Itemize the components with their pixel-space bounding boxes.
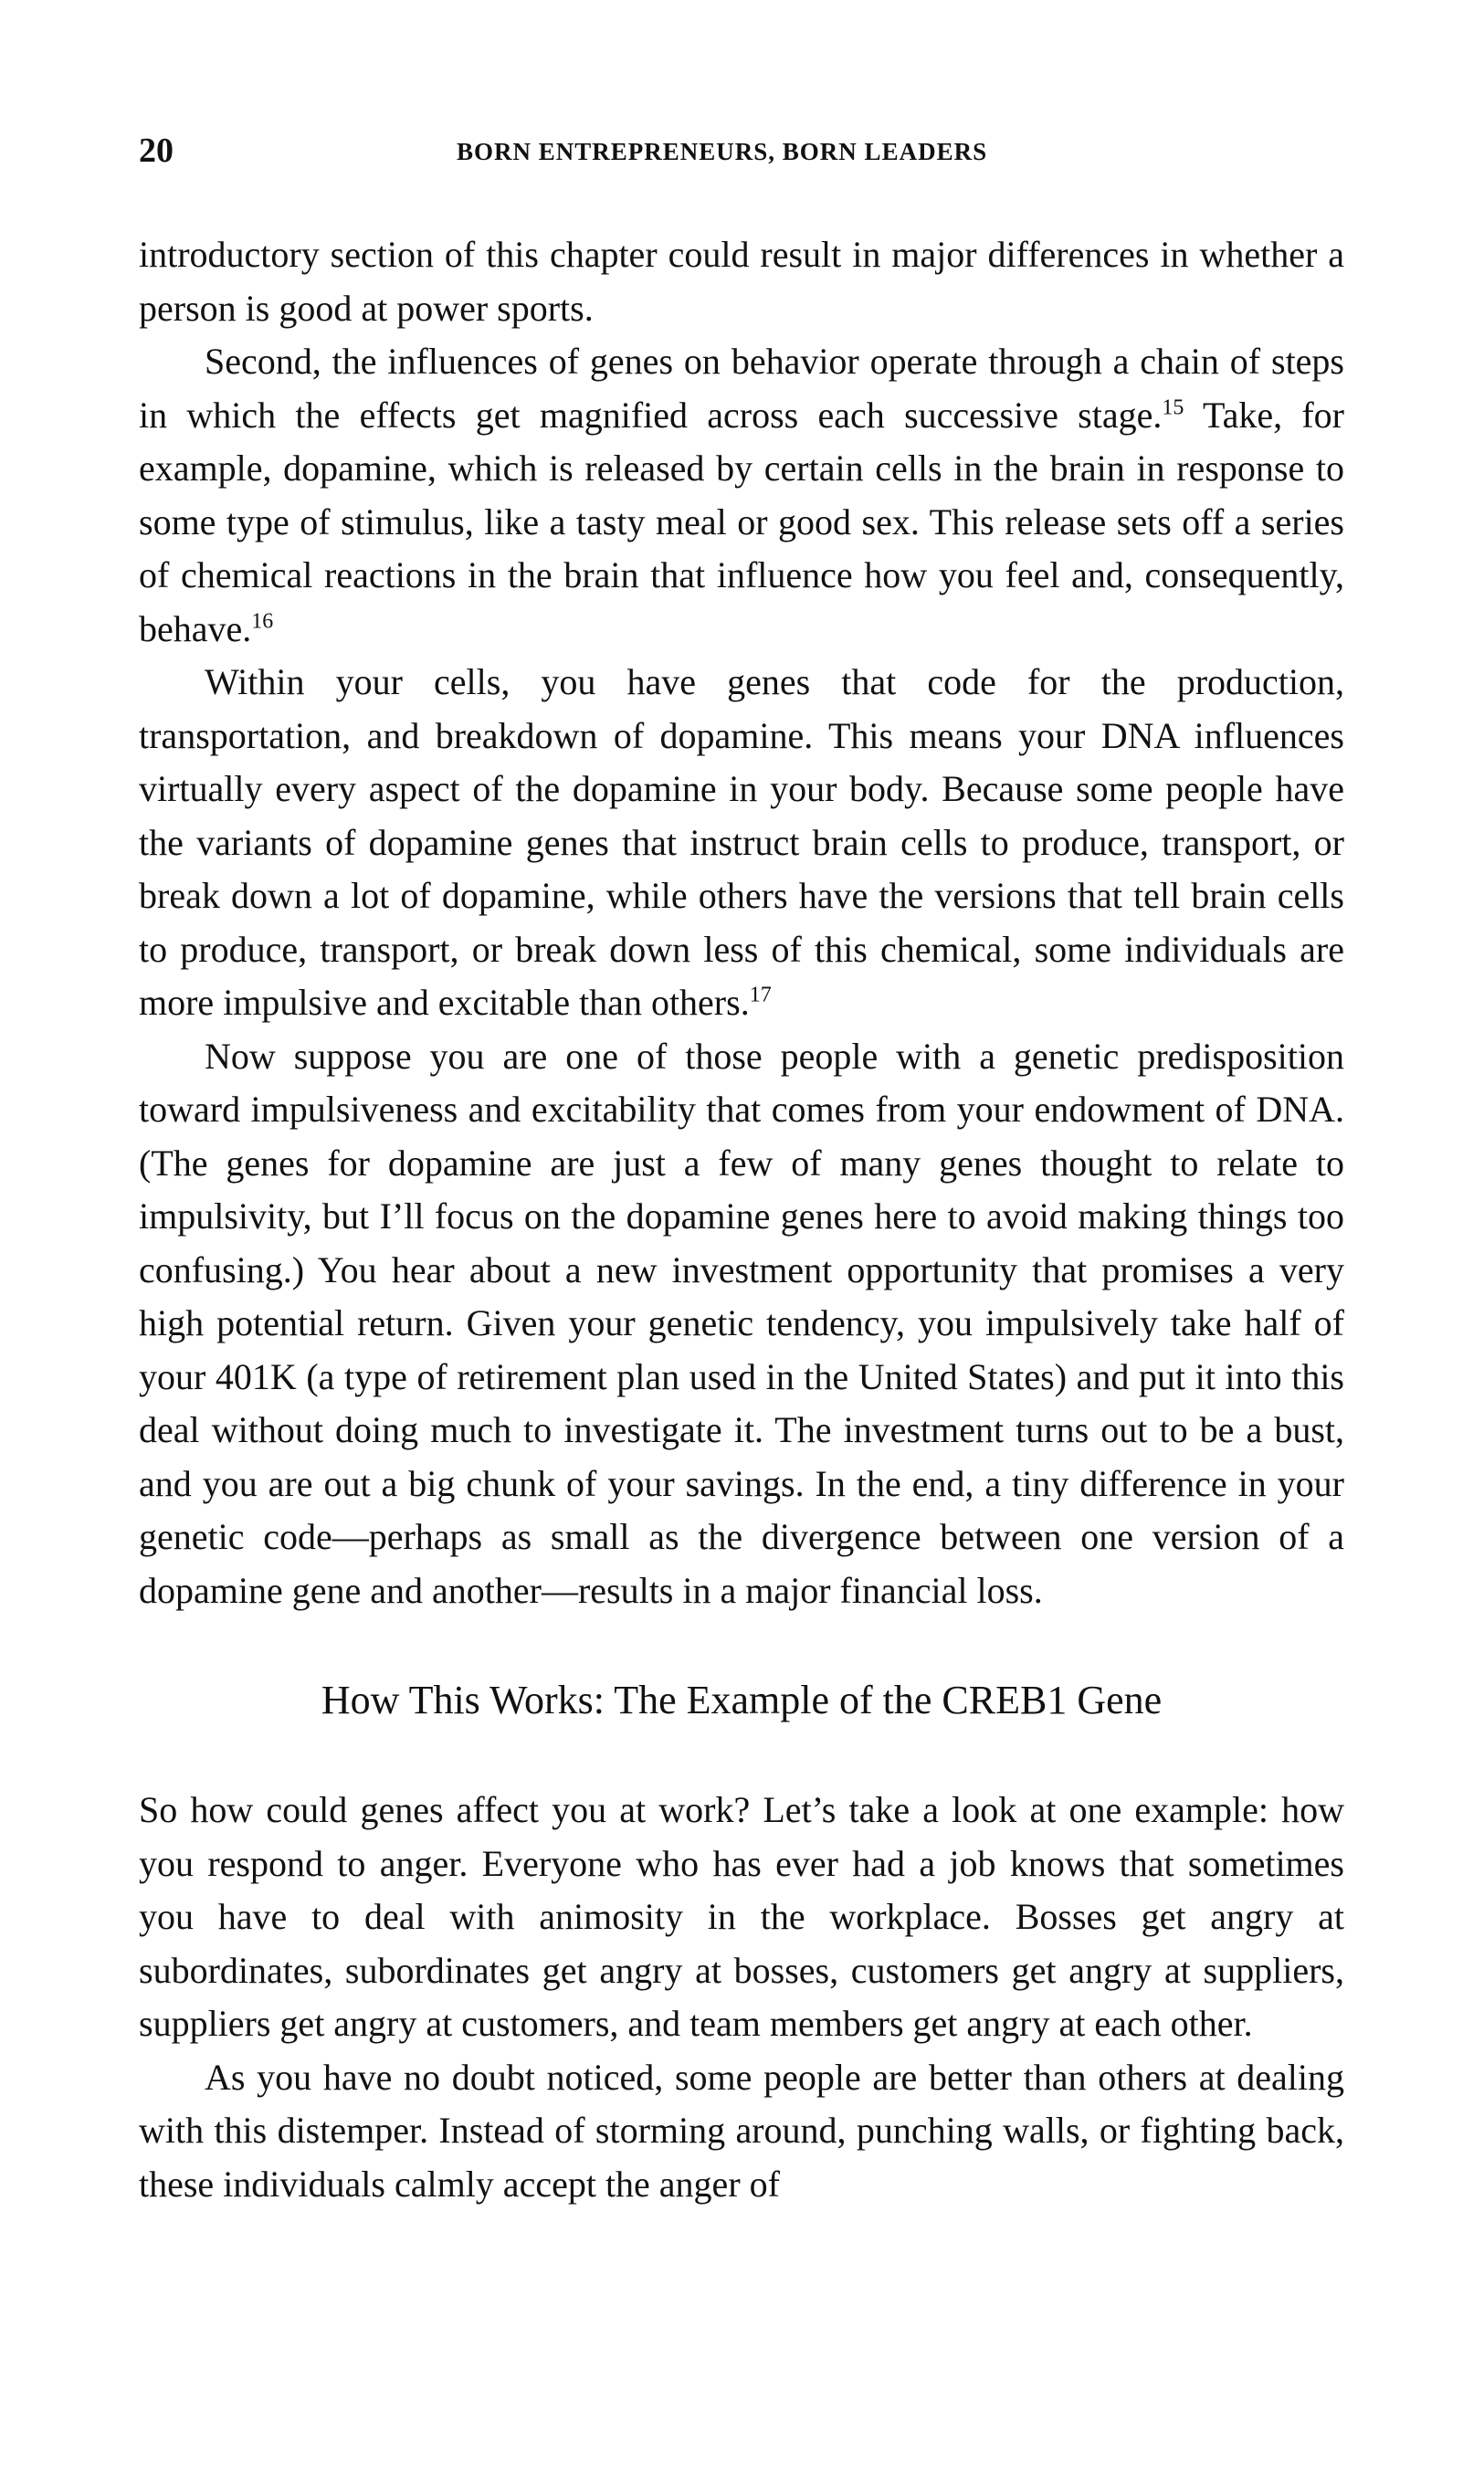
paragraph [139,1784,1344,2051]
paragraph-text: So how could genes affect you at work? Let’s take a look at one example: how you respond to anger. Everyone who has ever had a job knows that sometimes you have to deal with animosity in the workplace. Bosses get angry at subordinates, subordinates get angry at bosses, customers get angry at suppliers, suppliers get angry at customers, and team members get angry at each other. [139,1789,1344,2044]
paragraph-text: Second, the influences of genes on behavior operate through a chain of steps in which the effects get magnified across each successive stage. [139,341,1344,436]
paragraph [139,656,1344,1030]
paragraph [139,228,1344,335]
section-heading: How This Works: The Example of the CREB1 Gene [321,1678,1163,1722]
paragraph [139,335,1344,656]
running-title: BORN ENTREPRENEURS, BORN LEADERS [457,138,988,165]
paragraph-text: Within your cells, you have genes that code for the production, transportation, and breakdown of dopamine. This means your DNA influences virtually every aspect of the dopamine in your body. Because some people have the variants of dopamine genes that instruct brain cells to produce, transport, or break down a lot of dopamine, while others have the versions that tell brain cells to produce, transport, or break down less of this chemical, some individuals are more impulsive and excitable than others. [139,661,1344,1023]
paragraph-text: Now suppose you are one of those people with a genetic predisposition toward impulsiveness and excitability that comes from your endowment of DNA. (The genes for dopamine are just a few of many genes thought to relate to impulsivity, but I’ll focus on the dopamine genes here to avoid making things too confusing.) You hear about a new investment opportunity that promises a very high potential return. Given your genetic tendency, you impulsively take half of your 401K (a type of retirement plan used in the United States) and put it into this deal without doing much to investigate it. The investment turns out to be a bust, and you are out a big chunk of your savings. In the end, a tiny difference in your genetic code—perhaps as small as the divergence between one version of a dopamine gene and another—results in a major financial loss. [139,1035,1344,1611]
paragraph-text: introductory section of this chapter could result in major differences in whether a person is good at power sports. [139,234,1344,329]
running-head [139,131,1344,176]
page-number: 20 [139,132,174,170]
paragraph-text: As you have no doubt noticed, some people are better than others at dealing with this distemper. Instead of storming around, punching walls, or fighting back, these individuals calmly accept the anger of [139,2056,1344,2205]
paragraph-text: Take, for example, dopamine, which is released by certain cells in the brain in response to some type of stimulus, like a tasty meal or good sex. This release sets off a series of chemical reactions in the brain that influence how you feel and, consequently, behave. [139,394,1345,649]
paragraph [139,1030,1344,1618]
body-text [139,228,1344,2211]
footnote-marker: 15 [1162,395,1184,420]
footnote-marker: 16 [251,609,274,634]
paragraph [139,2051,1344,2212]
footnote-marker: 17 [749,983,772,1007]
